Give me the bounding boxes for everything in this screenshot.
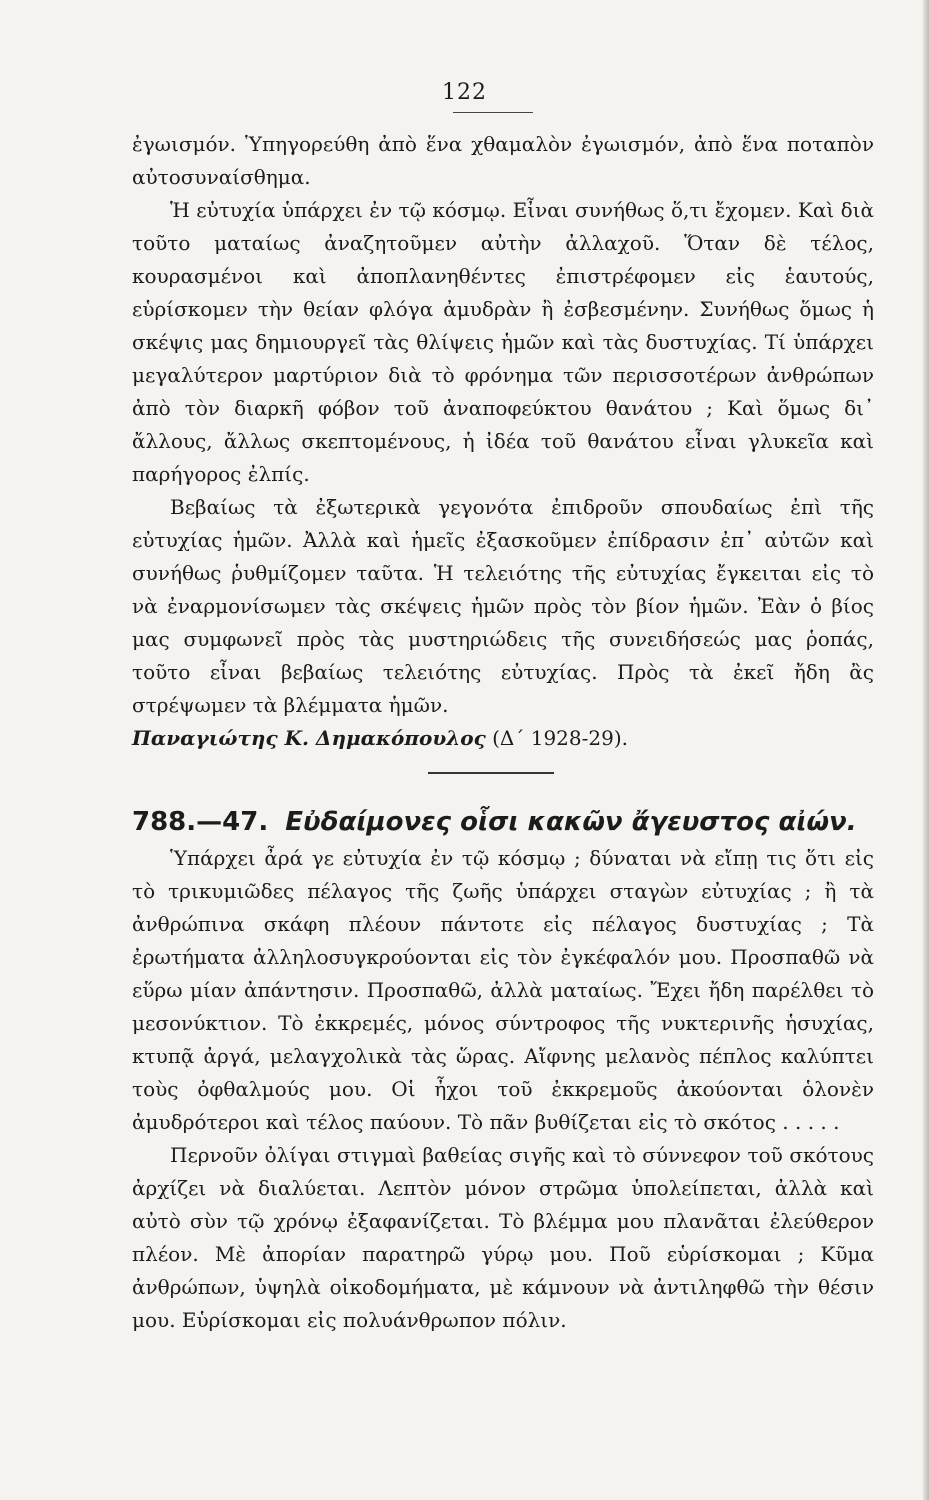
article-bottom [132,842,874,1337]
paragraph: Περνοῦν ὀλίγαι στιγμαὶ βαθείας σιγῆς καὶ τὸ σύννεφον τοῦ σκότους ἀρχίζει νὰ διαλύεται. Λεπτὸν μόνον στρῶμα ὑπολείπεται, ἀλλὰ καὶ αὐτὸ σὺν τῷ χρόνῳ ἐξαφανίζεται. Τὸ βλέμμα μου πλανᾶται ἐλεύθερον πλέον. Μὲ ἀπορίαν παρατηρῶ γύρῳ μου. Ποῦ εὑρίσκομαι ; Κῦμα ἀνθρώπων, ὑψηλὰ οἰκοδομήματα, μὲ κάμνουν νὰ ἀντιληφθῶ τὴν θέσιν μου. Εὑρίσκομαι εἰς πολυάνθρωπον πόλιν. [132,1143,874,1332]
paragraph: Ἡ εὐτυχία ὑπάρχει ἐν τῷ κόσμῳ. Εἶναι συνήθως ὅ,τι ἔχομεν. Καὶ διὰ τοῦτο ματαίως ἀναζητοῦμεν αὐτὴν ἀλλαχοῦ. Ὅταν δὲ τέλος, κουρασμένοι καὶ ἀποπλανηθέντες ἐπιστρέφομεν εἰς ἑαυτούς, εὑρίσκομεν τὴν θείαν φλόγα ἀμυδρὰν ἢ ἐσβεσμένην. Συνήθως ὅμως ἡ σκέψις μας δημιουργεῖ τὰς θλίψεις ἡμῶν καὶ τὰς δυστυχίας. Τί ὑπάρχει μεγαλύτερον μαρτύριον διὰ τὸ φρόνημα τῶν περισσοτέρων ἀνθρώπων ἀπὸ τὸν διαρκῆ φόβον τοῦ ἀναποφεύκτου θανάτου ; Καὶ ὅμως δι᾽ ἄλλους, ἄλλως σκεπτομένους, ἡ ἰδέα τοῦ θανάτου εἶναι γλυκεῖα καὶ παρήγορος ἐλπίς. [132,198,874,486]
signature [132,722,874,755]
section-title: Εὐδαίμονες οἷσι κακῶν ἄγευστος αἰών. [285,807,857,837]
author-name: Παναγιώτης Κ. Δημακόπουλος [132,726,486,750]
author-class: (Δ΄ 1928-29). [492,726,628,750]
paragraph-continuation: ἐγωισμόν. Ὑπηγορεύθη ἀπὸ ἕνα χθαμαλὸν ἐγωισμόν, ἀπὸ ἕνα ποταπὸν αὐτοσυναίσθημα. [132,132,874,189]
page-number-rule [453,112,533,113]
paragraph: Βεβαίως τὰ ἐξωτερικὰ γεγονότα ἐπιδροῦν σπουδαίως ἐπὶ τῆς εὐτυχίας ἡμῶν. Ἀλλὰ καὶ ἡμεῖς ἐξασκοῦμεν ἐπίδρασιν ἐπ᾽ αὐτῶν καὶ συνήθως ῥυθμίζομεν ταῦτα. Ἡ τελειότης τῆς εὐτυχίας ἔγκειται εἰς τὸ νὰ ἐναρμονίσωμεν τὰς σκέψεις ἡμῶν πρὸς τὸν βίον ἡμῶν. Ἐὰν ὁ βίος μας συμφωνεῖ πρὸς τὰς μυστηριώδεις τῆς συνειδήσεώς μας ῥοπάς, τοῦτο εἶναι βεβαίως τελειότης εὐτυχίας. Πρὸς τὰ ἐκεῖ ἤδη ἂς στρέψωμεν τὰ βλέμματα ἡμῶν. [132,495,874,717]
page-edge [923,0,929,1500]
section-heading [132,802,874,842]
section-number: 788.—47. [132,807,269,837]
section-divider [428,772,554,774]
paragraph: Ὑπάρχει ἆρά γε εὐτυχία ἐν τῷ κόσμῳ ; δύναται νὰ εἴπῃ τις ὅτι εἰς τὸ τρικυμιῶδες πέλαγος τῆς ζωῆς ὑπάρχει σταγὼν εὐτυχίας ; ἢ τὰ ἀνθρώπινα σκάφη πλέουν πάντοτε εἰς πέλαγος δυστυχίας ; Τὰ ἐρωτήματα ἀλληλοσυγκρούονται εἰς τὸν ἐγκέφαλόν μου. Προσπαθῶ νὰ εὕρω μίαν ἀπάντησιν. Προσπαθῶ, ἀλλὰ ματαίως. Ἔχει ἤδη παρέλθει τὸ μεσονύκτιον. Τὸ ἐκκρεμές, μόνος σύντροφος τῆς νυκτερινῆς ἡσυχίας, κτυπᾷ ἀργά, μελαγχολικὰ τὰς ὥρας. Αἴφνης μελανὸς πέπλος καλύπτει τοὺς ὀφθαλμούς μου. Οἱ ἦχοι τοῦ ἐκκρεμοῦς ἀκούονται ὁλονὲν ἀμυδρότεροι καὶ τέλος παύουν. Τὸ πᾶν βυθίζεται εἰς τὸ σκότος . . . . . [132,846,874,1134]
page-number: 122 [442,80,487,105]
article-top [132,128,874,755]
